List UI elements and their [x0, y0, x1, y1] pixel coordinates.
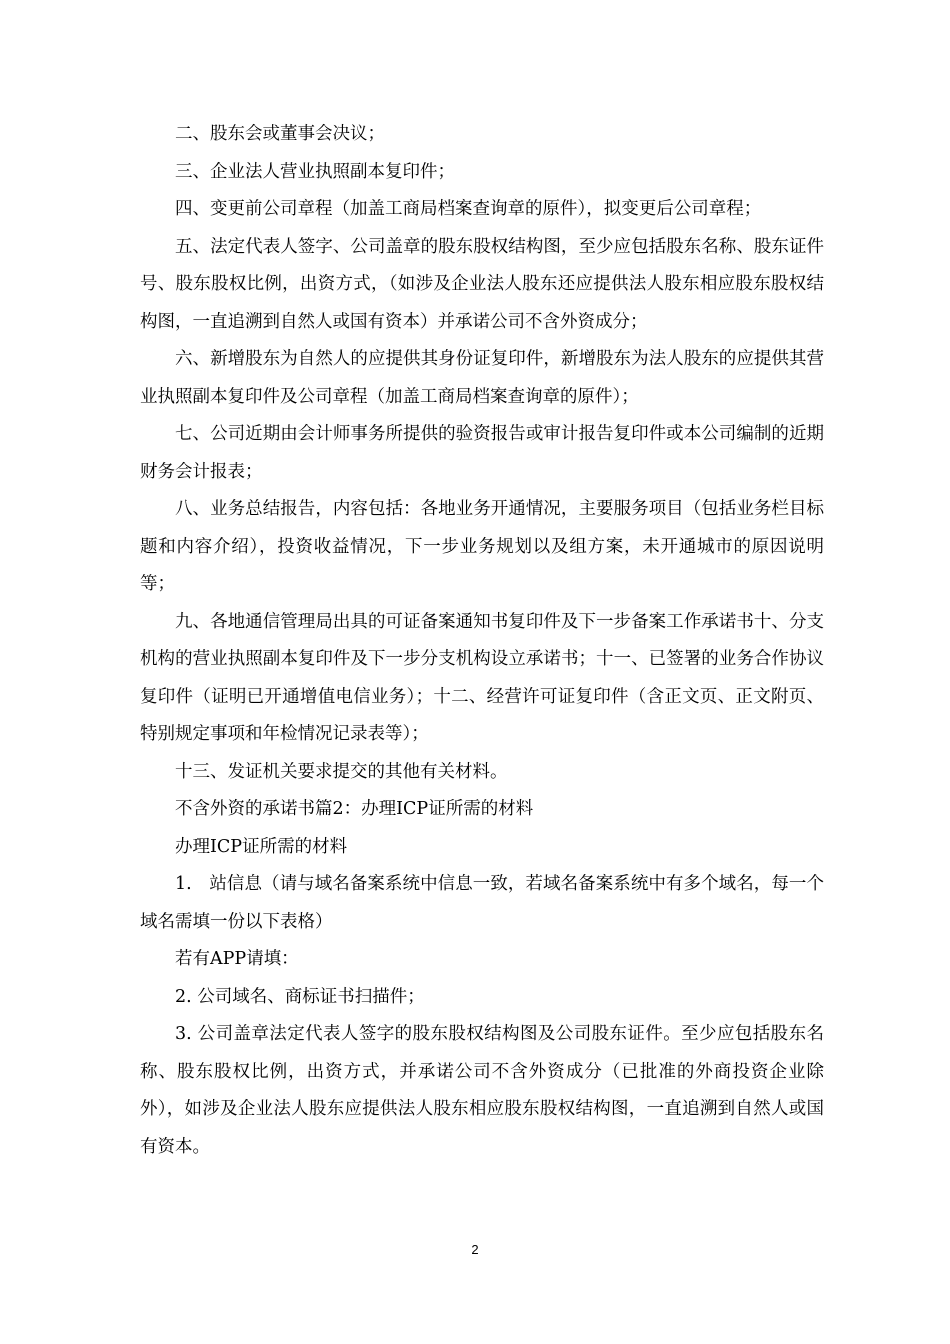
list-item: 1. 站信息（请与域名备案系统中信息一致，若域名备案系统中有多个域名，每一个域名需填一份以下表格） — [140, 874, 824, 932]
paragraph: 九、各地通信管理局出具的可证备案通知书复印件及下一步备案工作承诺书十、分支机构的营业执照副本复印件及下一步分支机构设立承诺书；十一、已签署的业务合作协议复印件（证明已开通增值电信业务）；十二、经营许可证复印件（含正文页、正文附页、特别规定事项和年检情况记录表等）； — [140, 611, 824, 744]
paragraph: 五、法定代表人签字、公司盖章的股东股权结构图，至少应包括股东名称、股东证件号、股东股权比例，出资方式，（如涉及企业法人股东还应提供法人股东相应股东股权结构图，一直追溯到自然人或国有资本）并承诺公司不含外资成分； — [140, 236, 824, 332]
paragraph: 十三、发证机关要求提交的其他有关材料。 — [175, 761, 508, 782]
paragraph: 三、企业法人营业执照副本复印件； — [175, 161, 455, 182]
list-item: 3. 公司盖章法定代表人签字的股东股权结构图及公司股东证件。至少应包括股东名称、股东股权比例，出资方式，并承诺公司不含外资成分（已批准的外商投资企业除外），如涉及企业法人股东应提供法人股东相应股东股权结构图，一直追溯到自然人或国有资本。 — [140, 1024, 824, 1157]
paragraph: 六、新增股东为自然人的应提供其身份证复印件，新增股东为法人股东的应提供其营业执照副本复印件及公司章程（加盖工商局档案查询章的原件）； — [140, 349, 824, 407]
subheading: 办理ICP证所需的材料 — [175, 836, 348, 857]
section-heading: 不含外资的承诺书篇2：办理ICP证所需的材料 — [175, 799, 534, 819]
paragraph: 四、变更前公司章程（加盖工商局档案查询章的原件），拟变更后公司章程； — [175, 199, 762, 219]
paragraph: 七、公司近期由会计师事务所提供的验资报告或审计报告复印件或本公司编制的近期财务会计报表； — [140, 424, 824, 482]
document-body — [140, 116, 824, 1166]
page-number: 2 — [471, 1242, 479, 1257]
paragraph: 八、业务总结报告，内容包括：各地业务开通情况，主要服务项目（包括业务栏目标题和内容介绍），投资收益情况，下一步业务规划以及组方案，未开通城市的原因说明等； — [140, 499, 824, 594]
paragraph: 二、股东会或董事会决议； — [175, 124, 385, 144]
paragraph: 若有APP请填： — [175, 949, 299, 969]
list-item: 2. 公司域名、商标证书扫描件； — [175, 986, 425, 1007]
